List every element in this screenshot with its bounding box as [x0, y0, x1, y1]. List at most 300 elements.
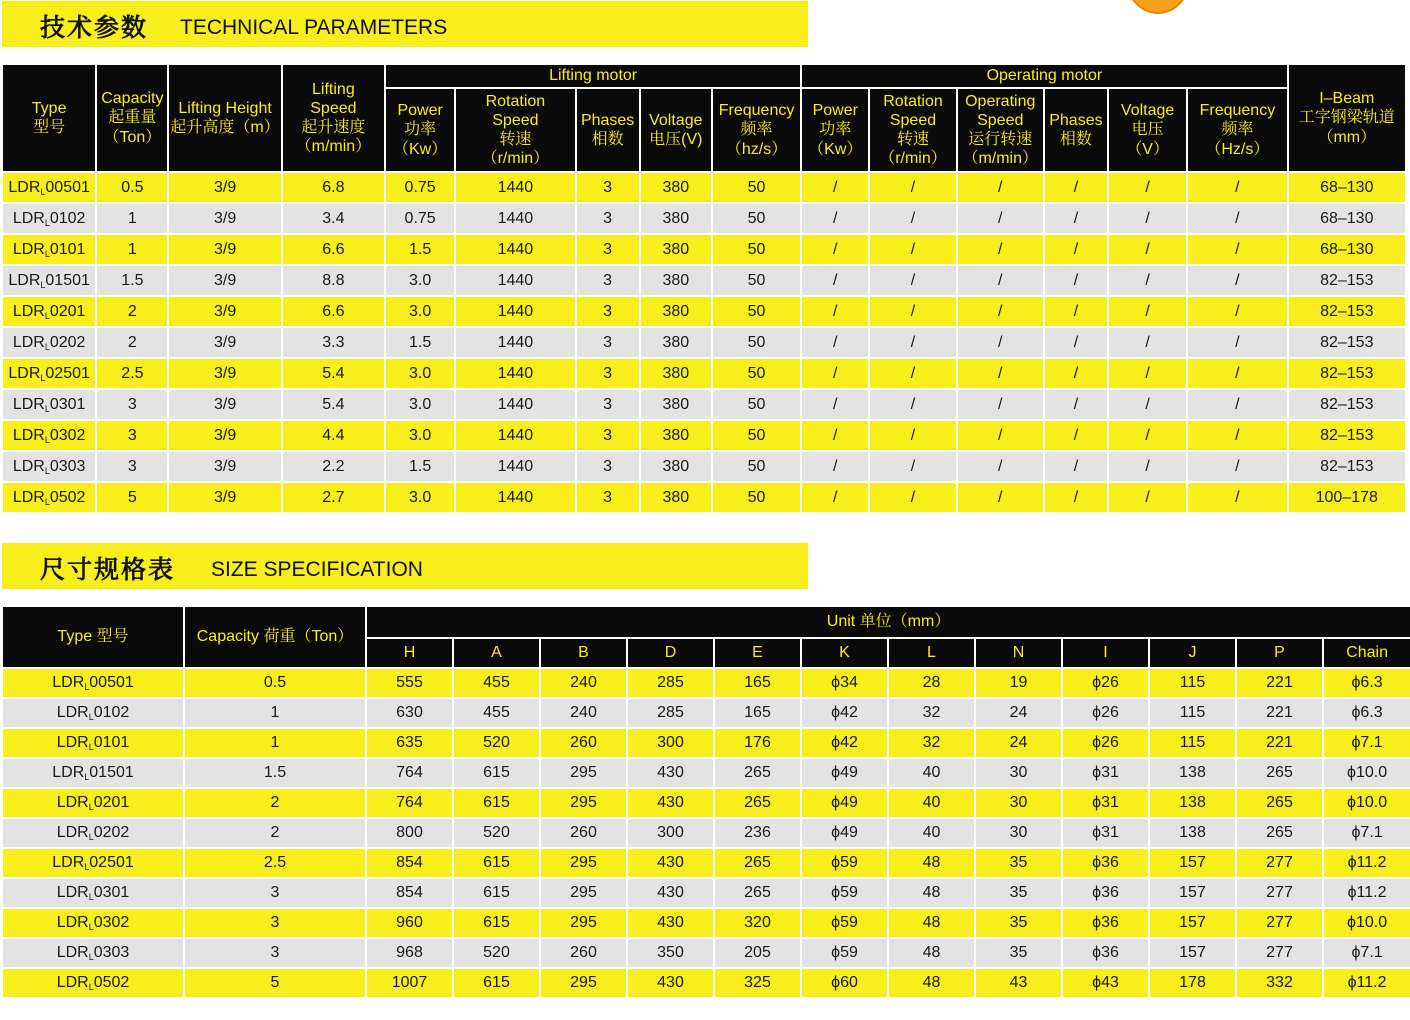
- tech-row: [2, 265, 1406, 296]
- size-header-unit: Unit 单位（mm）: [366, 606, 1410, 638]
- tech-cell: /: [869, 420, 956, 451]
- size-header-capacity: Capacity 荷重（Ton）: [184, 606, 366, 668]
- size-cell: 260: [540, 938, 627, 968]
- tech-cell: 68–130: [1288, 234, 1406, 265]
- tech-cell-type: $LDR_L0302$: [2, 420, 96, 451]
- tech-cell: /: [957, 265, 1044, 296]
- size-cell: 115: [1149, 728, 1236, 758]
- tech-cell: /: [1187, 358, 1287, 389]
- tech-cell: 0.75: [385, 203, 455, 234]
- tech-cell: 3/9: [168, 358, 281, 389]
- tech-cell: /: [1108, 203, 1187, 234]
- tech-cell: 5.4: [282, 358, 385, 389]
- size-cell: ϕ59: [801, 878, 888, 908]
- size-cell: 24: [975, 698, 1062, 728]
- tech-cell: /: [957, 389, 1044, 420]
- tech-cell: 3: [576, 172, 640, 203]
- tech-cell: 0.5: [96, 172, 168, 203]
- size-cell: 265: [714, 788, 801, 818]
- size-cell: 35: [975, 878, 1062, 908]
- tech-cell: /: [1108, 172, 1187, 203]
- size-col-header: J: [1149, 638, 1236, 668]
- tech-cell: /: [801, 172, 869, 203]
- size-col-header: N: [975, 638, 1062, 668]
- size-cell: ϕ10.0: [1323, 788, 1410, 818]
- size-cell: ϕ6.3: [1323, 698, 1410, 728]
- tech-cell: /: [1044, 265, 1108, 296]
- tech-cell-type: $LDR_L0101$: [2, 234, 96, 265]
- tech-cell: 2.7: [282, 482, 385, 513]
- tech-cell: 3: [576, 420, 640, 451]
- size-cell: 1.5: [184, 758, 366, 788]
- size-cell: 285: [627, 668, 714, 698]
- tech-cell: 50: [712, 482, 801, 513]
- tech-cell: /: [957, 234, 1044, 265]
- header-lm-voltage: Voltage 电压(V): [640, 88, 712, 172]
- size-cell: 28: [888, 668, 975, 698]
- size-col-header: Chain: [1323, 638, 1410, 668]
- size-cell: 968: [366, 938, 453, 968]
- technical-title-cn: 技术参数: [40, 13, 149, 42]
- size-cell: 221: [1236, 728, 1323, 758]
- tech-cell: 3.0: [385, 296, 455, 327]
- tech-cell: /: [1187, 327, 1287, 358]
- size-cell: 430: [627, 968, 714, 998]
- tech-cell: /: [957, 327, 1044, 358]
- tech-cell: 82–153: [1288, 389, 1406, 420]
- header-lm-frequency: Frequency 频率 （hz/s）: [712, 88, 801, 172]
- size-cell: 265: [1236, 758, 1323, 788]
- tech-cell-type: $LDR_L0301$: [2, 389, 96, 420]
- tech-cell: 3/9: [168, 296, 281, 327]
- technical-parameters-table: [1, 63, 1407, 514]
- size-cell: 40: [888, 758, 975, 788]
- tech-cell: /: [1187, 234, 1287, 265]
- tech-cell: /: [1108, 420, 1187, 451]
- tech-cell: 6.6: [282, 296, 385, 327]
- size-row: [2, 938, 1410, 968]
- header-lm-phases: Phases 相数: [576, 88, 640, 172]
- size-cell: 1: [184, 728, 366, 758]
- size-cell: 260: [540, 728, 627, 758]
- size-cell: 520: [453, 938, 540, 968]
- tech-cell: 380: [640, 482, 712, 513]
- header-om-power: Power 功率 （Kw）: [801, 88, 869, 172]
- tech-cell: 2: [96, 327, 168, 358]
- size-cell: 260: [540, 818, 627, 848]
- size-cell: 960: [366, 908, 453, 938]
- size-cell: 165: [714, 668, 801, 698]
- technical-parameters-banner: [2, 1, 808, 47]
- tech-cell: 1.5: [385, 327, 455, 358]
- tech-cell: 3/9: [168, 389, 281, 420]
- tech-cell: /: [869, 234, 956, 265]
- size-cell: 30: [975, 818, 1062, 848]
- tech-cell: 380: [640, 451, 712, 482]
- tech-cell-type: $LDR_L01501$: [2, 265, 96, 296]
- tech-cell: /: [1108, 265, 1187, 296]
- size-cell: ϕ34: [801, 668, 888, 698]
- size-cell: ϕ26: [1062, 728, 1149, 758]
- size-cell: 176: [714, 728, 801, 758]
- tech-cell: 380: [640, 420, 712, 451]
- size-cell: ϕ7.1: [1323, 938, 1410, 968]
- tech-cell: /: [1044, 389, 1108, 420]
- tech-cell: /: [1044, 358, 1108, 389]
- size-cell: ϕ31: [1062, 758, 1149, 788]
- tech-cell-type: $LDR_L0102$: [2, 203, 96, 234]
- size-cell: ϕ42: [801, 728, 888, 758]
- header-lifting-motor: Lifting motor: [385, 64, 801, 88]
- size-cell: 630: [366, 698, 453, 728]
- tech-cell: /: [801, 327, 869, 358]
- size-cell: 295: [540, 758, 627, 788]
- tech-cell: /: [1187, 265, 1287, 296]
- header-lm-rotation: Rotation Speed 转速 （r/min）: [455, 88, 575, 172]
- size-cell-type: $LDR_L02501$: [2, 848, 184, 878]
- size-col-header: L: [888, 638, 975, 668]
- tech-cell: /: [1187, 482, 1287, 513]
- tech-cell: 1440: [455, 420, 575, 451]
- size-cell: 30: [975, 758, 1062, 788]
- tech-cell: /: [957, 482, 1044, 513]
- tech-cell: /: [1044, 420, 1108, 451]
- tech-cell: 3.0: [385, 265, 455, 296]
- size-cell: 277: [1236, 908, 1323, 938]
- tech-cell: 3.4: [282, 203, 385, 234]
- size-cell: 615: [453, 878, 540, 908]
- size-cell: 48: [888, 908, 975, 938]
- tech-cell: 82–153: [1288, 358, 1406, 389]
- size-cell: 277: [1236, 848, 1323, 878]
- size-cell: ϕ43: [1062, 968, 1149, 998]
- tech-cell: /: [801, 203, 869, 234]
- size-cell: 205: [714, 938, 801, 968]
- size-cell-type: $LDR_L0502$: [2, 968, 184, 998]
- tech-cell: 5.4: [282, 389, 385, 420]
- tech-cell: 50: [712, 203, 801, 234]
- size-col-header: D: [627, 638, 714, 668]
- size-cell: 35: [975, 848, 1062, 878]
- size-cell: 48: [888, 938, 975, 968]
- size-cell: 48: [888, 968, 975, 998]
- tech-cell: /: [801, 389, 869, 420]
- tech-cell: /: [801, 234, 869, 265]
- header-om-speed: Operating Speed 运行转速 （m/min）: [957, 88, 1044, 172]
- tech-cell: /: [1044, 234, 1108, 265]
- size-title-cn: 尺寸规格表: [40, 555, 176, 584]
- tech-cell: 3: [576, 203, 640, 234]
- size-cell: 295: [540, 908, 627, 938]
- size-col-header: A: [453, 638, 540, 668]
- tech-cell: /: [1187, 296, 1287, 327]
- size-cell: 236: [714, 818, 801, 848]
- technical-table-body: [2, 172, 1406, 513]
- size-cell: 2: [184, 818, 366, 848]
- size-cell: 430: [627, 848, 714, 878]
- tech-row: [2, 358, 1406, 389]
- tech-cell: 3/9: [168, 203, 281, 234]
- tech-cell: 50: [712, 296, 801, 327]
- size-cell: 157: [1149, 938, 1236, 968]
- tech-cell-type: $LDR_L0202$: [2, 327, 96, 358]
- header-ibeam: I–Beam 工字钢梁轨道 （mm）: [1288, 64, 1406, 172]
- size-row: [2, 848, 1410, 878]
- tech-cell-type: $LDR_L00501$: [2, 172, 96, 203]
- tech-cell: /: [869, 482, 956, 513]
- tech-row: [2, 451, 1406, 482]
- size-cell: ϕ7.1: [1323, 818, 1410, 848]
- size-cell: 240: [540, 698, 627, 728]
- header-lifting-height: Lifting Height 起升高度（m）: [168, 64, 281, 172]
- tech-cell-type: $LDR_L0303$: [2, 451, 96, 482]
- size-cell: 332: [1236, 968, 1323, 998]
- size-cell: ϕ36: [1062, 848, 1149, 878]
- size-cell: 1: [184, 698, 366, 728]
- orange-decoration: [1125, 0, 1191, 14]
- size-cell: 35: [975, 908, 1062, 938]
- size-title-en: SIZE SPECIFICATION: [211, 558, 423, 581]
- tech-cell: 50: [712, 389, 801, 420]
- tech-cell: 380: [640, 203, 712, 234]
- size-cell: 764: [366, 758, 453, 788]
- size-cell: 350: [627, 938, 714, 968]
- tech-cell: 50: [712, 327, 801, 358]
- size-cell: 295: [540, 878, 627, 908]
- size-cell: 157: [1149, 848, 1236, 878]
- size-cell: 5: [184, 968, 366, 998]
- tech-cell: /: [869, 327, 956, 358]
- size-cell: 43: [975, 968, 1062, 998]
- size-cell: 1007: [366, 968, 453, 998]
- tech-cell: 3: [576, 451, 640, 482]
- technical-title-en: TECHNICAL PARAMETERS: [180, 16, 448, 39]
- size-col-header: E: [714, 638, 801, 668]
- tech-cell: /: [1108, 358, 1187, 389]
- tech-cell: 3: [576, 358, 640, 389]
- tech-cell: 3: [576, 234, 640, 265]
- size-cell-type: $LDR_L0302$: [2, 908, 184, 938]
- tech-cell: 380: [640, 358, 712, 389]
- tech-cell: 3.0: [385, 482, 455, 513]
- tech-cell: /: [957, 358, 1044, 389]
- header-om-phases: Phases 相数: [1044, 88, 1108, 172]
- tech-cell: /: [957, 420, 1044, 451]
- tech-cell: 3.3: [282, 327, 385, 358]
- tech-cell-type: $LDR_L0502$: [2, 482, 96, 513]
- size-cell: 520: [453, 818, 540, 848]
- size-cell: 615: [453, 758, 540, 788]
- tech-row: [2, 420, 1406, 451]
- tech-cell: 2.5: [96, 358, 168, 389]
- tech-cell: 1440: [455, 296, 575, 327]
- tech-cell: 68–130: [1288, 203, 1406, 234]
- tech-cell: /: [1044, 172, 1108, 203]
- tech-cell: /: [957, 296, 1044, 327]
- tech-cell: 3: [576, 296, 640, 327]
- tech-cell: 3: [96, 420, 168, 451]
- size-cell: 265: [1236, 788, 1323, 818]
- header-om-voltage: Voltage 电压 （V）: [1108, 88, 1187, 172]
- tech-cell: 50: [712, 451, 801, 482]
- tech-cell: /: [869, 358, 956, 389]
- size-cell: ϕ36: [1062, 938, 1149, 968]
- tech-cell: 3: [576, 389, 640, 420]
- header-om-frequency: Frequency 频率 （Hz/s）: [1187, 88, 1287, 172]
- size-cell: 138: [1149, 818, 1236, 848]
- size-cell: 265: [1236, 818, 1323, 848]
- size-cell: ϕ6.3: [1323, 668, 1410, 698]
- tech-cell: 3: [96, 451, 168, 482]
- tech-cell: 1440: [455, 203, 575, 234]
- size-col-header: K: [801, 638, 888, 668]
- tech-cell: 380: [640, 172, 712, 203]
- size-cell: ϕ11.2: [1323, 848, 1410, 878]
- size-row: [2, 728, 1410, 758]
- size-cell: 138: [1149, 788, 1236, 818]
- size-cell: 455: [453, 698, 540, 728]
- size-cell: ϕ49: [801, 758, 888, 788]
- tech-cell: 50: [712, 420, 801, 451]
- tech-cell: /: [801, 265, 869, 296]
- header-operating-motor: Operating motor: [801, 64, 1287, 88]
- size-cell: 854: [366, 848, 453, 878]
- tech-cell: /: [801, 482, 869, 513]
- tech-cell: 380: [640, 296, 712, 327]
- tech-cell: /: [1044, 482, 1108, 513]
- tech-cell: /: [869, 172, 956, 203]
- size-col-header: I: [1062, 638, 1149, 668]
- size-cell: ϕ42: [801, 698, 888, 728]
- size-cell: ϕ11.2: [1323, 968, 1410, 998]
- tech-cell: 1440: [455, 234, 575, 265]
- tech-cell-type: $LDR_L02501$: [2, 358, 96, 389]
- size-cell-type: $LDR_L0201$: [2, 788, 184, 818]
- size-cell: 265: [714, 758, 801, 788]
- tech-cell: 3.0: [385, 420, 455, 451]
- size-cell: 265: [714, 878, 801, 908]
- size-cell: 115: [1149, 668, 1236, 698]
- tech-row: [2, 327, 1406, 358]
- size-cell: 854: [366, 878, 453, 908]
- size-cell: 430: [627, 788, 714, 818]
- tech-cell: 3: [576, 265, 640, 296]
- size-cell: 277: [1236, 938, 1323, 968]
- size-cell: 40: [888, 788, 975, 818]
- size-cell: 325: [714, 968, 801, 998]
- tech-cell: 4.4: [282, 420, 385, 451]
- size-cell: 35: [975, 938, 1062, 968]
- size-cell: ϕ49: [801, 818, 888, 848]
- size-cell-type: $LDR_L01501$: [2, 758, 184, 788]
- tech-cell: 380: [640, 327, 712, 358]
- tech-cell: 2.2: [282, 451, 385, 482]
- size-cell: ϕ36: [1062, 878, 1149, 908]
- tech-cell: /: [957, 203, 1044, 234]
- header-lifting-speed: Lifting Speed 起升速度 （m/min）: [282, 64, 385, 172]
- tech-cell: 82–153: [1288, 296, 1406, 327]
- tech-row: [2, 389, 1406, 420]
- tech-cell: /: [1044, 296, 1108, 327]
- tech-cell: 1440: [455, 482, 575, 513]
- tech-cell: 82–153: [1288, 420, 1406, 451]
- tech-cell: /: [1187, 389, 1287, 420]
- tech-cell: 3.0: [385, 358, 455, 389]
- size-cell: ϕ10.0: [1323, 758, 1410, 788]
- size-cell: 40: [888, 818, 975, 848]
- size-cell: 430: [627, 878, 714, 908]
- size-cell: ϕ26: [1062, 668, 1149, 698]
- size-cell-type: $LDR_L00501$: [2, 668, 184, 698]
- size-cell: 300: [627, 818, 714, 848]
- size-cell-type: $LDR_L0101$: [2, 728, 184, 758]
- size-cell: 615: [453, 788, 540, 818]
- size-cell: 635: [366, 728, 453, 758]
- size-cell: ϕ59: [801, 908, 888, 938]
- size-row: [2, 758, 1410, 788]
- tech-cell: 8.8: [282, 265, 385, 296]
- tech-cell: 1440: [455, 327, 575, 358]
- size-cell: 295: [540, 788, 627, 818]
- size-cell: 320: [714, 908, 801, 938]
- tech-cell: 1440: [455, 358, 575, 389]
- size-cell-type: $LDR_L0102$: [2, 698, 184, 728]
- size-cell: 3: [184, 878, 366, 908]
- tech-cell: 82–153: [1288, 327, 1406, 358]
- tech-row: [2, 203, 1406, 234]
- size-cell: 800: [366, 818, 453, 848]
- tech-cell: 3/9: [168, 172, 281, 203]
- header-capacity: Capacity 起重量 （Ton）: [96, 64, 168, 172]
- tech-cell: /: [1187, 420, 1287, 451]
- tech-cell: 2: [96, 296, 168, 327]
- size-cell: 265: [714, 848, 801, 878]
- size-cell: 615: [453, 968, 540, 998]
- size-cell: ϕ59: [801, 938, 888, 968]
- tech-cell: 1: [96, 203, 168, 234]
- tech-cell: /: [801, 358, 869, 389]
- size-cell: 157: [1149, 908, 1236, 938]
- header-lm-power: Power 功率 （Kw）: [385, 88, 455, 172]
- tech-cell: /: [801, 296, 869, 327]
- tech-cell: /: [869, 265, 956, 296]
- tech-cell: 3/9: [168, 234, 281, 265]
- size-cell: 165: [714, 698, 801, 728]
- size-cell: 430: [627, 758, 714, 788]
- size-col-header: B: [540, 638, 627, 668]
- size-cell: ϕ31: [1062, 788, 1149, 818]
- tech-cell: 1: [96, 234, 168, 265]
- tech-cell: /: [1108, 389, 1187, 420]
- tech-cell: 5: [96, 482, 168, 513]
- header-om-rotation: Rotation Speed 转速 （r/min）: [869, 88, 956, 172]
- tech-cell: 82–153: [1288, 451, 1406, 482]
- tech-cell: 50: [712, 234, 801, 265]
- size-cell: 3: [184, 938, 366, 968]
- size-row: [2, 668, 1410, 698]
- tech-cell: 6.8: [282, 172, 385, 203]
- tech-cell: /: [869, 389, 956, 420]
- size-cell: ϕ60: [801, 968, 888, 998]
- size-cell: 615: [453, 908, 540, 938]
- tech-cell: /: [1044, 451, 1108, 482]
- tech-cell: 1440: [455, 172, 575, 203]
- size-cell: 24: [975, 728, 1062, 758]
- size-cell: 455: [453, 668, 540, 698]
- tech-cell: 3/9: [168, 327, 281, 358]
- tech-cell: /: [869, 203, 956, 234]
- size-cell: 285: [627, 698, 714, 728]
